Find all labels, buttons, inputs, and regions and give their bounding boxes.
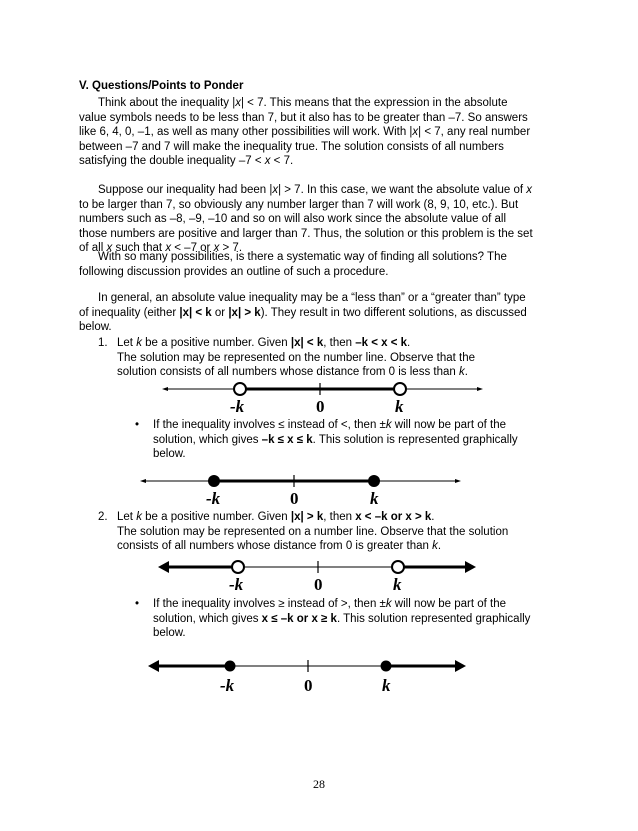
number-line-closed-outside [146,655,476,695]
number-line-closed-interval [138,470,468,510]
paragraph-abs-greater-than: Suppose our inequality had been |x| > 7. In this case, we want the absolute value of x to be larger than 7, so obviously any number larger than 7 will work (8, 9, 10, etc.). But numbers such as –8, –9, –10 and so on will also work since the absolute value of all those numbers are positive and larger than 7. Thus, the solution or this problem is the set of all x such that x < –7 or x > 7. [79,184,533,255]
list-item-less-than: Let k be a positive number. Given |x| < k, then –k < x < k. The solution may be represented on the number line. Observe that the solution consists of all numbers whose distance from 0 is less than k. [117,337,475,379]
bullet-text-greater-equal: If the inequality involves ≥ instead of >, then ±k will now be part of the solution, which gives x ≤ –k or x ≥ k. This solution represented graphically below. [153,598,531,640]
list-number-1: 1. [98,337,108,349]
section-heading: V. Questions/Points to Ponder [79,80,244,92]
paragraph-systematic-way: With so many possibilities, is there a systematic way of finding all solutions? The following discussion provides an outline of such a procedure. [79,251,507,278]
label-neg-k: -k [229,575,244,594]
label-pos-k: k [393,575,402,594]
label-pos-k: k [370,489,379,508]
list-item-greater-than: Let k be a positive number. Given |x| > k, then x < –k or x > k. The solution may be represented on a number line. Observe that the solution consists of all numbers whose distance from 0 is greater than k. [117,511,509,553]
label-pos-k: k [395,397,404,416]
label-zero: 0 [314,575,323,594]
bullet-2: • [135,598,140,610]
list-number-2: 2. [98,511,108,523]
paragraph-general-types: In general, an absolute value inequality may be a “less than” or a “greater than” type of inequality (either |x| < k or |x| > k). They result in two different solutions, as discussed below. [79,292,527,334]
bullet-text-less-equal: If the inequality involves ≤ instead of <, then ±k will now be part of the solution, which gives –k ≤ x ≤ k. This solution is represented graphically below. [153,419,518,461]
page-number: 28 [313,777,325,791]
label-neg-k: -k [230,397,245,416]
label-zero: 0 [304,676,313,695]
label-neg-k: -k [206,489,221,508]
label-pos-k: k [382,676,391,695]
paragraph-abs-less-than: Think about the inequality |x| < 7. This means that the expression in the absolute value symbols needs to be less than 7, but it also has to be greater than –7. So answers like 6, 4, 0, –1, as well as many other possibilities will work. With |x| < 7, any real number between –7 and 7 will make the inequality true. The solution consists of all numbers satisfying the double inequality –7 < x < 7. [79,97,531,168]
number-line-open-outside [156,556,486,596]
label-neg-k: -k [220,676,235,695]
label-zero: 0 [316,397,325,416]
label-zero: 0 [290,489,299,508]
bullet-1: • [135,419,140,431]
number-line-open-interval [160,378,490,418]
